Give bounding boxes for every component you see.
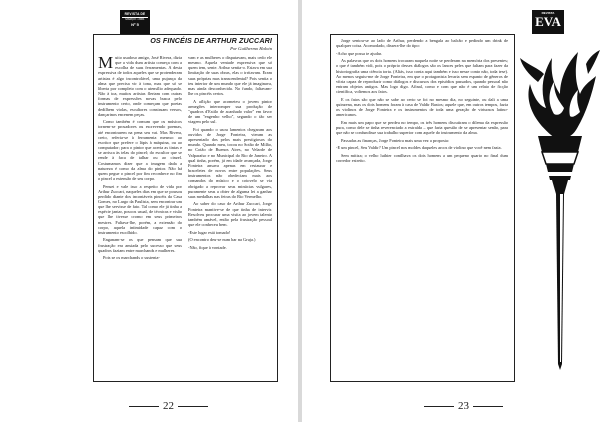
paragraph: Ao saber do caso de Arthur Zuccari, Jorge Fonteira mantive-se de que tinha de intervir. Resolveu procurar uma visita ao jovem talento também amável, então pela frustração pessoal que ele conheceu bem. [188,201,272,228]
magazine-badge [120,10,150,34]
paragraph: As palavras que os dois homens trocaram naquela noite se perderam na memória dos presentes; o que é também vidi, pois o próprio desses diálogos são os lances peles que faltam para fazer da historiografia uma ciência torta. (Aliás, isso conta aqui também e isso nesse conto não, toda tese). Ao menos seguiu-me de Jorge Fonteira, em que o protagonista levaria sem espanto de gêneros de vítria capaz de reproduzir como diálogos e discursos dos episódios passados, quando pessoal não entram objetos antigos. Mas logo digo. Afinal, como e com que não é um relato de ficção científica, voltemos aos fatos. [336,58,508,95]
badge-line-1: REVISTA DE [124,12,146,16]
drop-cap: M [98,53,114,72]
text-column [336,38,508,165]
paragraph: Jorge sentou-se ao lado de Arthur, perdendo a bengala ao balcão e pedindo um drink de qualquer coisa. Acomodado, dissera-lhe do tipo: [336,38,508,49]
right-page [302,0,600,422]
paragraph-text: uito usadoso amigo, José Rivera, dizia que a vida dum artista começa com a escolha de suas ferramentas. A desta expressiva de todos aqueles que se protenderam artistas é algo incontrolável, uma pujança da alma que precisa vir à tona, mas que só se liberta por completo com o utensílio adequado. Não à toa, muitos artistas flertam com outras formas de expressões novas busca pelo instrumento certo, onde começam que poetas dedilhem violas, escultores construam versos, dançarinos encenem peças. [98,55,182,117]
page-number: 23 [420,400,507,412]
article-title: OS FINCÉIS DE ARTHUR ZUCCARI [150,36,272,45]
dialog-line: -Acho que possa te ajudar. [336,50,382,56]
paragraph: Pensei e vale isso a respeito de vida por Arthur Zuccari, naqueles dias em que se pousou perdido diante dos incontáveis pincéis da Casa Gomes, no Largo da Paulista, sem encontrar um que lhe servisse de fato. Tal como ele já tinha a espécie jantar, poucos usual, de técnicas e visão que lhe tivesse cromo em seus primeiros mestres. Faltava-lhe, porém, a extensão do corpo, aquela intimidade capaz com o instrumento escolhido. [98,183,182,235]
dialog-line: -Não, fique à vontade. [188,244,227,250]
paragraph: Como também é comum que os músicos tornem-se prosadores ou escrevendo poemas, até encontrarem na pena seu vai. Mas Rivera, creio, referia-se à ferramenta mesmo: ao escritor que prefere o lápis à máquina, ou ao computador; para o pintor que acerta as tintas e se arrisca às telas do pincel; do escultor que se rende à faca de talhar ou ao cinzel. Costumamos dizer que a imagem dada a natureza é como da alma do pintor. Não há quem pegue o pincel por fim reconhece no fim o pincel a extensão de seu corpo. [98,119,182,181]
text-column-1 [98,55,182,263]
badge-line-2: MARÇO • 2001 [122,17,148,22]
paragraph: Sem mitiza; o velho luthier contlhava os dois homens a um pequeno quarto no final dum corredor estreito. [336,152,508,163]
dialog-line: (O encontro deu-se num bar na Gruja.) [188,237,256,243]
left-page [0,0,298,422]
torch-illustration [516,44,600,374]
paragraph: vam e as mulheres o disputavam, mais cedo ele mesmo. Aquela ventade expressiva que só quem tem, sente. Arthur sentia-o. Estava em sua limitação de suas obras, elas o irritavam. Eram suas próprias mas transcendental? Pois sentia o teu interior de um mundo que ele já imaginava, mas ainda desconhecida. No fundo, faltavam-lhe os pincéis certos. [188,55,272,97]
badge-line-2: EVA [535,14,561,29]
paragraph: Enganam-se os que pensam que sua frustração era ansiada pelo sucesso que seus quadros faziam entre marchands e mulheres. [98,237,182,253]
text-column-2 [188,55,272,252]
badge-line-1: REVISTA [541,11,555,15]
paragraph [98,55,182,117]
paragraph: Foi quando o usou lamentos chegaram aos ouvidos de Jorge Fonteira, vieram as apresentado dos pelos mais prestigiosos do mundo. Quando meu, tocou no Sotão de Milão, no Cotão de Buenos Aires, no Velarde de Valparaíso e no Municipal do Rio de Janeiro. A qual tinha, porém, já em idade avançada, Jorge Fonteira ansava apenas em restaurar e braceletes de novos entre populações. Seus instrumentos não obedeciam mais aos comandos do músico e o cotovelo se via obrigado a reprovar seus minúcias vulgares, puramente seus a obter de alguma lei a ganhar suas medalhas nas feiras do Rio Vermelho. [188,126,272,199]
page-number: 22 [125,400,212,412]
dialog-line: -Este lugar está tomado! [188,229,231,235]
flame-icon [520,50,600,139]
magazine-badge [532,10,564,34]
paragraph: E os fatos são que não se sabe ao certo se foi no mesmo dia, no seguinte, ou dali a uma quinzena, mas os dois homens foram à casa de Valdir Bastos; aquele que, em outros tempos, fazia os violinos de Jorge Fonteira e os instrumentos de toda uma geração de virtuosos latino-americanos. [336,96,508,118]
badge-line-3: Nº 5 [131,21,139,27]
paragraph: Pois se os marchands o sustenta- [103,255,160,261]
article-byline: Por Guilhermo Haloin [230,46,272,51]
dialog-line: -E um pincel, Seu Valdir? Um pincel nos moldes daqueles arcos de violino que você nem fazia. [336,145,502,151]
torch-handle [538,136,582,370]
paragraph: A aflição que acometeu o jovem pintor armegões interromper sua produção de "quadros d'Estilo de acanhado valor" em favor de um "engenho velho", segundo o tão ser viagem pelo sul. [188,98,272,125]
paragraph: Passadas as finanças, Jorge Fonteira mais uma vez a proposta: [341,137,450,143]
paragraph: Em mais um papo que se perdeu no tempo, os três homens discutiram o dilema da expressão pura, como dele se tinha reverenciado a extraída – que faria questão de se apresentar senão, para que não se confundisse sua trabalho superior com aquele do instrumento da alma. [336,119,508,136]
